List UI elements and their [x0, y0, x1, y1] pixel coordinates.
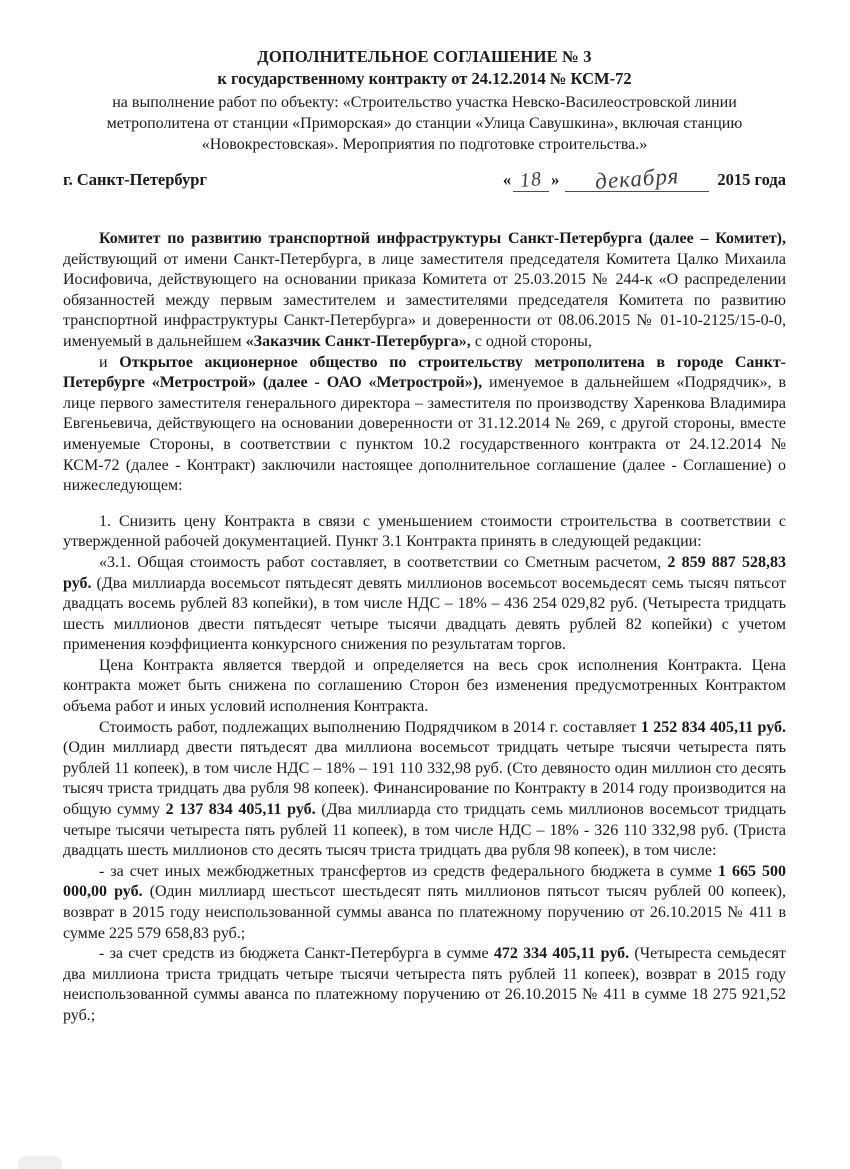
handwritten-month: декабря: [594, 163, 681, 194]
text-run: 1. Снизить цену Контракта в связи с уменьшением стоимости строительства в соответствии с утвержденной рабочей документацией. Пункт 3.1 Контракта принять в следующей редакции:: [63, 512, 786, 551]
date-year: 2015 года: [717, 170, 786, 189]
body-paragraphs: [63, 229, 786, 1027]
text-run: (Один миллиард шестьсот шестьдесят пять миллионов пятьсот тысяч рублей 00 копеек), возврат в 2015 году неиспользованной суммы аванса по платежному поручению от 26.10.2015 № 411 в сумме 225 579 658,83 руб.;: [63, 883, 786, 942]
scan-corner-artifact: [18, 1156, 62, 1169]
bold-text-run: 1 252 834 405,11 руб.: [640, 718, 787, 736]
text-run: Цена Контракта является твердой и определяется на весь срок исполнения Контракта. Цена контракта может быть снижена по соглашению Сторон без изменения предусмотренных Контрактом объема работ и иных условий исполнения Контракта.: [63, 656, 786, 716]
date-close-quote: »: [551, 170, 560, 189]
text-run: действующий от имени Санкт-Петербурга, в лице заместителя председателя Комитета Цалко Михаила Иосифовича, действующего на основании приказа Комитета от 25.03.2015 № 244-к «О распределении обязанностей между первым заместителем и заместителями председателя Комитета по развитию транспортной инфраструктуры Санкт-Петербурга» и доверенности от 08.06.2015 № 01-10-2125/15-0-0, именуемый в дальнейшем: [63, 250, 786, 350]
text-run: «3.1. Общая стоимость работ составляет, в соответствии со Сметным расчетом,: [99, 553, 668, 571]
bold-text-run: Открытое акционерное общество по строительству метрополитена в городе Санкт-Петербурге «Метрострой» (далее - ОАО «Метрострой»),: [63, 353, 787, 392]
clause-3-1-total-cost: [63, 553, 786, 656]
document-place: г. Санкт-Петербург: [63, 170, 207, 189]
text-run: - за счет иных межбюджетных трансфертов из средств федерального бюджета в сумме: [99, 862, 718, 880]
preamble-contractor: [63, 353, 786, 497]
text-run: (Два миллиарда сто тридцать семь миллионов восемьсот тридцать четыре тысячи четыреста пять рублей 11 копеек), в том числе НДС – 18% - 326 110 332,98 руб. (Триста двадцать шесть миллионов сто десять тысяч триста тридцать два рубля 98 копеек), в том числе:: [63, 801, 787, 860]
text-run: (Один миллиард двести пятьдесят два миллиона восемьсот тридцать четыре тысячи четыреста пять рублей 11 копеек), в том числе НДС – 18% – 191 110 332,98 руб. (Сто девяносто один миллион сто десять тысяч триста тридцать два рубля 98 копеек). Финансирование по Контракту в 2014 году производится на общую сумму: [63, 739, 786, 819]
bold-text-run: «Заказчик Санкт-Петербурга»,: [245, 332, 475, 350]
bold-text-run: 2 859 887 528,83 руб.: [63, 553, 786, 592]
text-run: с одной стороны,: [474, 332, 592, 350]
text-run: - за счет средств из бюджета Санкт-Петербурга в сумме: [99, 945, 494, 963]
price-firm-clause: [63, 656, 786, 718]
text-run: Стоимость работ, подлежащих выполнению Подрядчиком в 2014 г. составляет: [99, 718, 641, 736]
document-content: [63, 46, 786, 1027]
date-open-quote: «: [502, 170, 512, 189]
date-day-underline: [513, 167, 549, 193]
agreement-date: [502, 163, 786, 194]
spb-budget-item: [63, 944, 786, 1026]
document-subtitle: к государственному контракту от 24.12.2014 № КСМ-72: [217, 69, 632, 88]
bold-text-run: 472 334 405,11 руб.: [493, 945, 635, 963]
bold-text-run: Комитет по развитию транспортной инфраструктуры Санкт-Петербурга (далее – Комитет),: [99, 230, 786, 247]
bold-text-run: 1 665 500 000,00 руб.: [63, 862, 787, 901]
document-title: ДОПОЛНИТЕЛЬНОЕ СОГЛАШЕНИЕ № 3: [257, 47, 592, 66]
clause-1: [63, 512, 786, 553]
contract-object-description: на выполнение работ по объекту: «Строительство участка Невско-Василеостровской линии метрополитена от станции «Приморская» до станции «Улица Савушкина», включая станцию «Новокрестовская». Мероприятия по подготовке строительства.»: [106, 94, 743, 153]
date-month-underline: [565, 163, 709, 194]
federal-budget-item: [63, 862, 786, 944]
bold-text-run: 2 137 834 405,11 руб.: [165, 801, 322, 819]
works-2014-cost: [63, 718, 786, 862]
text-run: именуемое в дальнейшем «Подрядчик», в лице первого заместителя генерального директора – заместителя по производству Харенкова Владимира Евгеньевича, действующего на основании доверенности от 31.12.2014 № 269, с другой стороны, вместе именуемые Стороны, в соответствии с пунктом 10.2 государственного контракта от 24.12.2014 № КСМ-72 (далее - Контракт) заключили настоящее дополнительное соглашение (далее - Соглашение) о нижеследующем:: [63, 374, 786, 495]
text-run: и: [99, 353, 120, 371]
place-date-row: [63, 163, 786, 194]
preamble-customer: [63, 229, 786, 353]
text-run: (Два миллиарда восемьсот пятьдесят девять миллионов восемьсот восемьдесят семь тысяч пятьсот двадцать восемь рублей 83 копейки), в том числе НДС – 18% – 436 254 029,82 руб. (Четыреста тридцать шесть миллионов двести пятьдесят четыре тысячи двадцать девять рублей 82 копейки) с учетом применения коэффициента конкурсного снижения по результатам торгов.: [63, 574, 786, 654]
handwritten-day: 18: [519, 167, 544, 193]
text-run: (Четыреста семьдесят два миллиона триста тридцать четыре тысячи четыреста пять рублей 11 копеек), возврат в 2015 году неиспользованной суммы аванса по платежному поручению от 26.10.2015 № 411 в сумме 18 275 921,52 руб.;: [63, 945, 786, 1024]
